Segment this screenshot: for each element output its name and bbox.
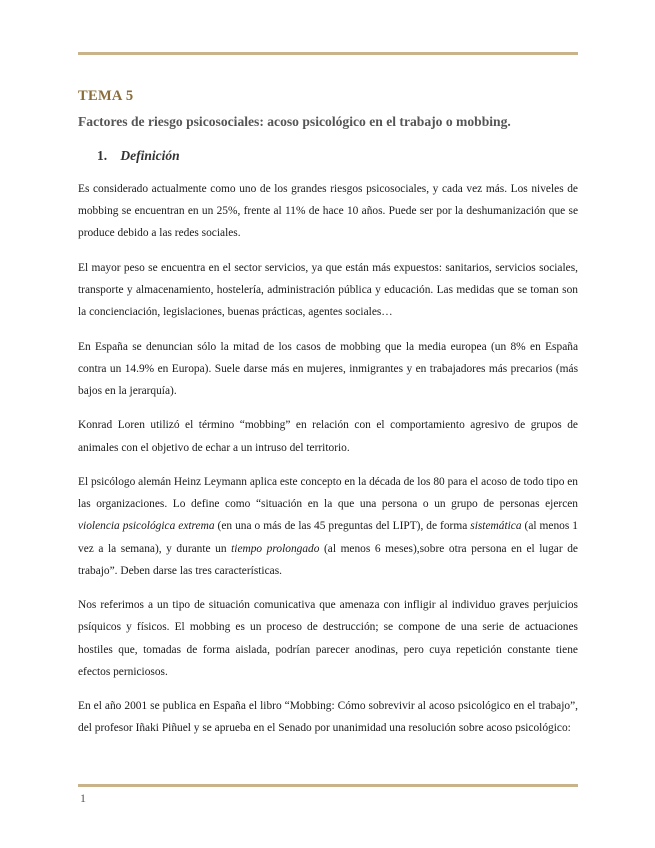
paragraph: Konrad Loren utilizó el término “mobbing” en relación con el comportamiento agresivo de grupos de animales con el objetivo de echar a un intruso del territorio.	[78, 419, 578, 454]
header-rule	[78, 52, 578, 55]
document-body	[78, 178, 578, 752]
footer-rule	[78, 784, 578, 787]
text-run: (al menos 1 vez a la semana), y durante un	[78, 520, 578, 555]
emphasis: sistemática	[470, 520, 522, 533]
section-heading	[97, 148, 180, 164]
paragraph: El mayor peso se encuentra en el sector servicios, ya que están más expuestos: sanitarios, servicios sociales, transporte y almacenamiento, hostelería, administración pública y educación. Las medidas que se toman son la concienciación, legislaciones, buenas prácticas, agentes sociales…	[78, 261, 578, 319]
section-title: Definición	[120, 148, 180, 163]
emphasis: tiempo prolongado	[231, 542, 320, 555]
emphasis: violencia psicológica extrema	[78, 520, 215, 533]
chapter-subtitle: Factores de riesgo psicosociales: acoso psicológico en el trabajo o mobbing.	[78, 114, 511, 129]
paragraph: En el año 2001 se publica en España el libro “Mobbing: Cómo sobrevivir al acoso psicológico en el trabajo”, del profesor Iñaki Piñuel y se aprueba en el Senado por unanimidad una resolución sobre acoso psicológico:	[78, 700, 578, 735]
chapter-label: TEMA 5	[78, 88, 134, 104]
paragraph: Es considerado actualmente como uno de los grandes riesgos psicosociales, y cada vez más. Los niveles de mobbing se encuentran en un 25%, frente al 11% de hace 10 años. Puede ser por la deshumanización que se produce debido a las redes sociales.	[78, 183, 578, 240]
section-number: 1.	[97, 148, 108, 163]
page-number: 1	[80, 791, 86, 805]
text-run: (al menos 6 meses),sobre otra persona en el lugar de trabajo”. Deben darse las tres características.	[78, 542, 578, 577]
paragraph: En España se denuncian sólo la mitad de los casos de mobbing que la media europea (un 8% en España contra un 14.9% en Europa). Suele darse más en mujeres, inmigrantes y en trabajadores más precarios (más bajos en la jerarquía).	[78, 340, 578, 397]
paragraph: Nos referimos a un tipo de situación comunicativa que amenaza con infligir al individuo graves perjuicios psíquicos y físicos. El mobbing es un proceso de destrucción; se compone de una serie de actuaciones hostiles que, tomadas de forma aislada, podrían parecer anodinas, pero cuya repetición constante tiene efectos perniciosos.	[78, 599, 578, 678]
text-run: El psicólogo alemán Heinz Leymann aplica este concepto en la década de los 80 para el acoso de todo tipo en las organizaciones. Lo define como “situación en la que una persona o un grupo de personas ejercen	[78, 475, 578, 511]
text-run: (en una o más de las 45 preguntas del LIPT), de forma	[214, 520, 471, 533]
paragraph-leymann	[78, 471, 578, 582]
